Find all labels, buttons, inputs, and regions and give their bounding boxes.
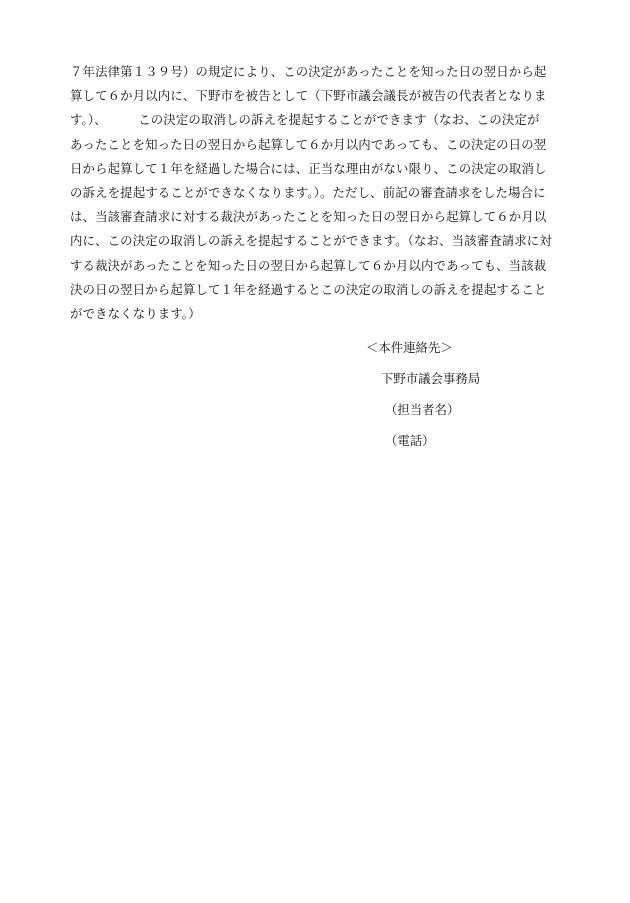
paragraph-line: 決の日の翌日から起算して１年を経過するとこの決定の取消しの訴えを提起すること bbox=[70, 281, 547, 297]
paragraph-line: 内に、この決定の取消しの訴えを提起することができます。（なお、当該審査請求に対 bbox=[70, 233, 552, 249]
contact-office: 下野市議会事務局 bbox=[381, 371, 481, 386]
paragraph-line: ができなくなります。） bbox=[70, 305, 201, 321]
paragraph-line: す。）、 この決定の取消しの訴えを提起することができます（なお、この決定が bbox=[70, 112, 540, 128]
paragraph-line: ７年法律第１３９号）の規定により、この決定があったことを知った日の翌日から起 bbox=[70, 64, 547, 79]
body-paragraph bbox=[70, 60, 575, 326]
paragraph-line: 日から起算して１年を経過した場合には、正当な理由がない限り、この決定の取消し bbox=[70, 160, 547, 176]
contact-heading: ＜本件連絡先＞ bbox=[366, 340, 453, 355]
contact-person: （担当者名） bbox=[385, 402, 460, 417]
paragraph-line: の訴えを提起することができなくなります。）。ただし、前記の審査請求をした場合に bbox=[70, 184, 546, 200]
paragraph-line: 算して６か月以内に、下野市を被告として（下野市議会議長が被告の代表者となりま bbox=[70, 88, 547, 104]
contact-phone: （電話） bbox=[385, 433, 435, 448]
contact-block bbox=[366, 332, 586, 456]
paragraph-line: する裁決があったことを知った日の翌日から起算して６か月以内であっても、当該裁 bbox=[70, 257, 547, 273]
paragraph-line: あったことを知った日の翌日から起算して６か月以内であっても、この決定の日の翌 bbox=[70, 136, 547, 152]
paragraph-line: は、当該審査請求に対する裁決があったことを知った日の翌日から起算して６か月以 bbox=[70, 209, 547, 225]
